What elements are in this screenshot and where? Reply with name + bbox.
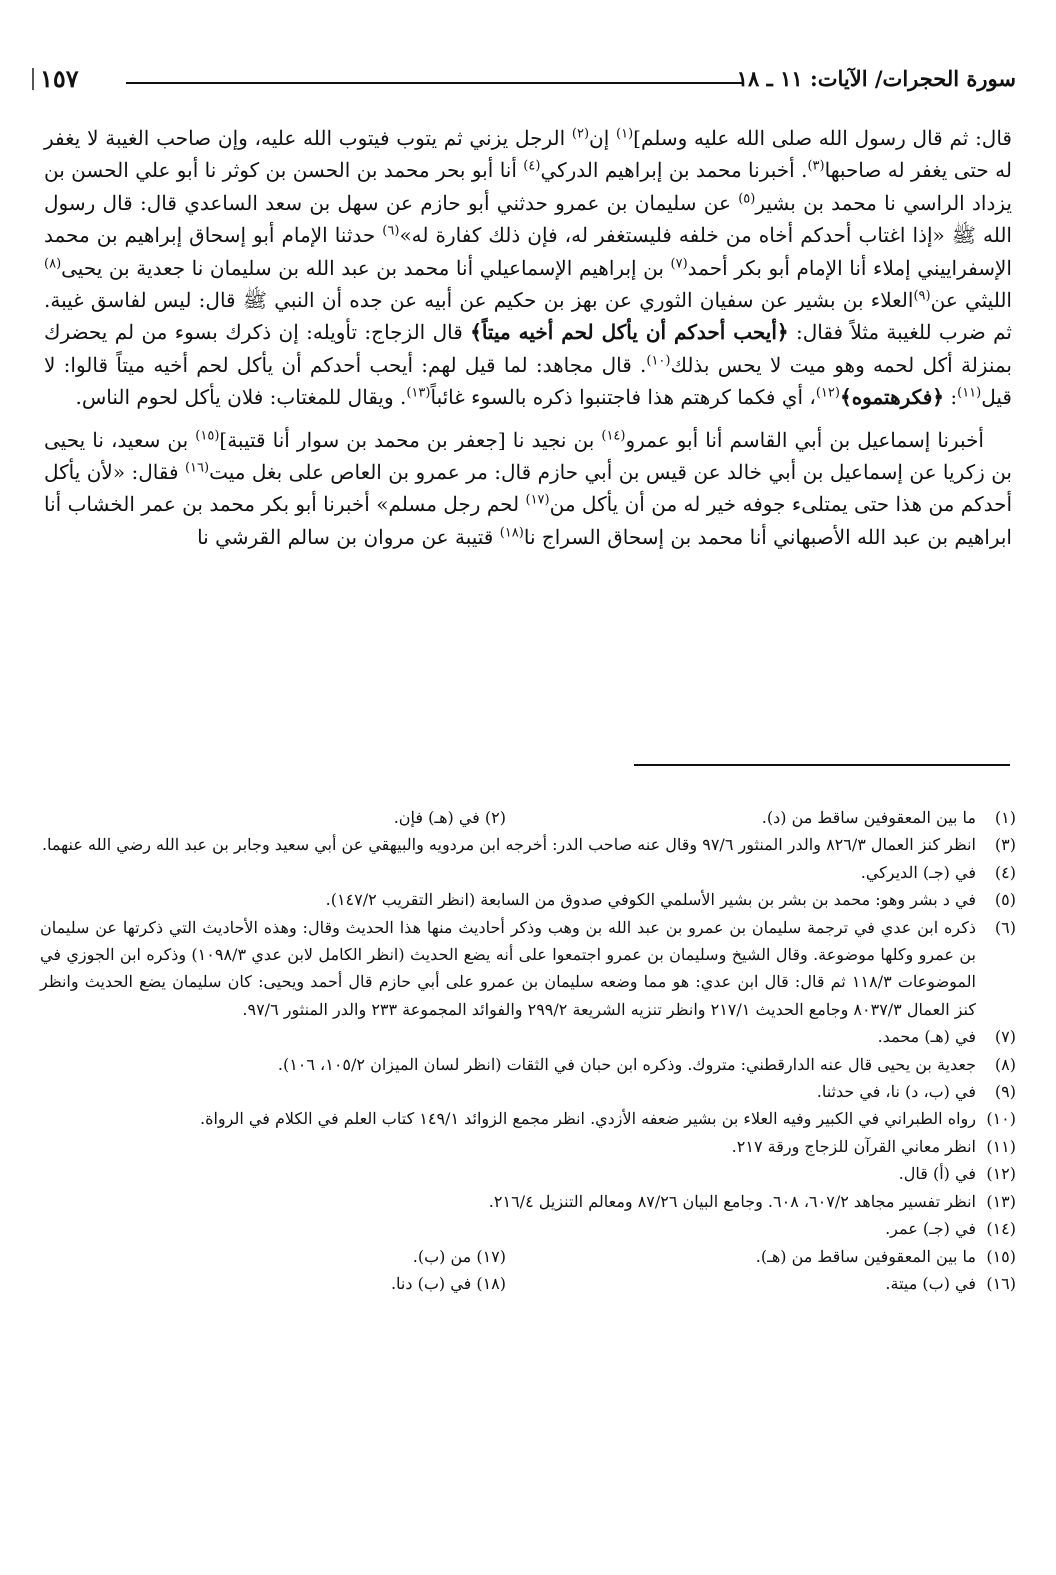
footnote-ref-4: (٤) [523, 158, 541, 174]
footnote-number: (١٠) [986, 1109, 1016, 1129]
footnote-number: (١٤) [986, 1219, 1016, 1239]
footnote-15 [506, 1243, 1016, 1270]
footnote-row [40, 804, 1016, 831]
text-run: قال: ثم قال رسول الله صلى الله عليه وسلم] [633, 126, 1012, 150]
footnote-ref-5: (٥) [738, 191, 756, 207]
text-run: بن سعيد، نا يحيى بن زكريا عن إسماعيل بن أبي خالد عن قيس بن أبي حازم قال: مر عمرو بن العاص على بغل ميت [44, 427, 1012, 485]
footnote-ref-17: (١٧) [525, 492, 550, 508]
footnotes [40, 804, 1016, 1297]
footnote-10 [40, 1105, 1016, 1132]
text-run: بن إبراهيم الإسماعيلي أنا محمد بن عبد الله بن سليمان نا جعدية بن يحيى [61, 255, 671, 280]
quran-quote: ﴿فكرهتموه﴾ [839, 385, 945, 410]
text-run: أنا أبو بحر محمد بن الحسن بن كوثر نا أبو علي الحسن بن يزداد الراسي نا محمد بن بشير [44, 158, 1012, 215]
footnote-text: انظر معاني القرآن للزجاج ورقة ٢١٧. [731, 1136, 976, 1156]
footnote-number: (٥) [994, 890, 1016, 910]
footnote-ref-12: (١٢) [815, 385, 840, 401]
text-run: الليثي عن [930, 288, 1012, 313]
page-number: ١٥٧ [40, 64, 79, 93]
footnote-number: (١٧) [476, 1246, 506, 1266]
footnote-13 [40, 1188, 1016, 1215]
footnote-5 [40, 886, 1016, 913]
footnote-ref-9: (٩) [913, 288, 931, 304]
footnote-ref-2: (٢) [571, 126, 590, 142]
quran-quote: ﴿أيحب أحدكم أن يأكل لحم أخيه ميتاً﴾ [470, 320, 789, 345]
footnote-number: (٦) [994, 917, 1016, 937]
footnote-number: (٢) [484, 808, 506, 827]
footnote-row [40, 1270, 1016, 1297]
footnote-text: في (هـ) محمد. [877, 1027, 976, 1047]
footnote-row [40, 1243, 1016, 1270]
footnote-ref-7: (٧) [670, 255, 688, 271]
footnote-text: في (ب، د) نا، في حدثنا. [816, 1082, 976, 1102]
footnote-text: ما بين المعقوفين ساقط من (د). [761, 808, 976, 827]
main-text [44, 122, 1012, 553]
running-title: سورة الحجرات/ الآيات: ١١ ـ ١٨ [736, 66, 1016, 91]
footnote-number: (٤) [994, 862, 1016, 882]
footnote-number: (٩) [994, 1082, 1016, 1102]
text-run: أخبرنا إسماعيل بن أبي القاسم أنا أبو عمرو [625, 427, 984, 452]
footnote-14 [40, 1215, 1016, 1242]
footnote-text: ذكره ابن عدي في ترجمة سليمان بن عمرو بن عبد الله بن وهب وذكر أحاديث منها هذا الحديث وقال: وهذه الأحاديث التي ذكرتها عن سليمان بن عمرو وكلها موضوعة. وقال الشيخ وسليمان بن عمرو اجتمعوا على أنه يضع الحديث (انظر الكامل لابن عدي ١٠٩٨/٣) وذكره ابن الجوزي في الموضوعات ١١٨/٣ ثم قال: قال ابن عدي: هو مما وضعه سليمان بن عمرو على أبي حازم قال أحمد ويحيى: كان سليمان يضع الحديث وانظر كنز العمال ٨٠٣٧/٣ وجامع الحديث ٢١٧/١ وانظر تنزيه الشريعة ٢٩٩/٢ والفوائد المجموعة ٢٣٣ والدر المنثور ٩٧/٦. [40, 917, 976, 1019]
footnote-text: في (أ) قال. [898, 1164, 976, 1184]
text-run: . ويقال للمغتاب: فلان يأكل لحوم الناس. [75, 385, 407, 410]
footnote-7 [40, 1023, 1016, 1050]
footnote-text: في د بشر وهو: محمد بن بشر بن بشير الأسلمي الكوفي صدوق من السابعة (انظر التقريب ١٤٧/٢). [325, 890, 976, 910]
footnote-ref-14: (١٤) [601, 428, 626, 443]
text-run: الرجل يزني ثم يتوب فيتوب الله عليه، وإن صاحب الغيبة لا يغفر له حتى يغفر له صاحبها [44, 126, 1012, 183]
text-run: . قال مجاهد: لما قيل لهم: أيحب أحدكم أن يأكل لحم أخيه ميتاً قالوا: لا قيل [44, 352, 1012, 410]
footnote-11 [40, 1133, 1016, 1160]
paragraph-2 [44, 424, 1012, 554]
paragraph-1 [44, 122, 1012, 414]
footnote-1 [506, 804, 1016, 831]
header-rule [126, 82, 742, 84]
footnote-number: (٧) [994, 1027, 1016, 1047]
text-run: لحم رجل مسلم» أخبرنا أبو بكر محمد بن عمر الخشاب أنا ابراهيم بن عبد الله الأصبهاني أنا محمد بن إسحاق السراج نا [44, 492, 1012, 549]
text-run: قال الزجاج: تأويله: إن ذكرك بسوء من لم يحضرك بمنزلة أكل لحمه وهو ميت لا يحس بذلك [44, 320, 1012, 377]
footnote-9 [40, 1078, 1016, 1105]
footnote-16 [506, 1270, 1016, 1297]
text-run: فقال: «لأن يأكل أحدكم من هذا حتى يمتلىء جوفه خير له من أن يأكل من [44, 460, 1013, 517]
footnote-ref-18: (١٨) [499, 525, 524, 541]
footnote-12 [40, 1160, 1016, 1187]
footnote-number: (٨) [994, 1054, 1016, 1074]
text-run: إن [589, 126, 616, 150]
footnote-number: (٣) [994, 835, 1016, 855]
footnote-18 [206, 1270, 506, 1297]
footnote-ref-3: (٣) [807, 158, 825, 174]
text-run: العلاء بن بشير عن سفيان الثوري عن بهز بن حكيم عن أبيه عن جده أن النبي ﷺ قال: ليس لفاسق غيبة. ثم ضرب للغيبة مثلاً فقال: [44, 288, 1012, 345]
text-run: . أخبرنا محمد بن إبراهيم الدركي [540, 158, 808, 183]
text-run: ، أي فكما كرهتم هذا فاجتنبوا ذكره بالسوء غائباً [430, 385, 816, 410]
footnote-ref-11: (١١) [957, 385, 982, 401]
footnote-text: انظر تفسير مجاهد ٦٠٧/٢، ٦٠٨. وجامع البيان ٨٧/٢٦ ومعالم التنزيل ٢١٦/٤. [488, 1191, 976, 1211]
footnote-text: في (هـ) فإن. [393, 808, 480, 827]
footnote-8 [40, 1051, 1016, 1078]
footnote-6 [40, 914, 1016, 1024]
text-run: عن سليمان بن عمرو حدثني أبو حازم عن سهل بن سعد الساعدي قال: قال رسول الله ﷺ «إذا اغتاب أحدكم أخاه من خلفه فليستغفر له، فإن ذلك كفارة له» [44, 190, 1012, 248]
footnote-number: (١٥) [986, 1246, 1016, 1266]
footnote-text: انظر كنز العمال ٨٢٦/٣ والدر المنثور ٩٧/٦ وقال عنه صاحب الدر: أخرجه ابن مردويه والبيهقي عن أبي سعيد وجابر بن عبد الله رضي الله عنهما. [41, 835, 976, 855]
margin-mark [32, 68, 34, 90]
footnote-text: في (ب) ميتة. [885, 1273, 976, 1293]
footnote-number: (١١) [986, 1136, 1016, 1156]
footnote-2 [206, 804, 506, 831]
footnote-ref-10: (١٠) [646, 353, 671, 369]
footnote-number: (١٦) [986, 1273, 1016, 1293]
text-run: : [944, 385, 958, 410]
text-run: حدثنا الإمام أبو إسحاق إبراهيم بن محمد الإسفراييني إملاء أنا الإمام أبو بكر أحمد [44, 223, 1012, 280]
footnote-text: رواه الطبراني في الكبير وفيه العلاء بن بشير ضعفه الأزدي. انظر مجمع الزوائد ١٤٩/١ كتاب العلم في الكلام في الرواة. [200, 1109, 976, 1129]
footnote-text: في (جـ) عمر. [885, 1219, 976, 1239]
footnote-ref-8: (٨) [44, 255, 62, 271]
footnotes-separator [634, 764, 1010, 766]
footnote-text: في (ب) دنا. [390, 1273, 472, 1293]
footnote-text: جعدية بن يحيى قال عنه الدارقطني: متروك. وذكره ابن حبان في الثقات (انظر لسان الميزان ١٠٥/٢، ١٠٦). [277, 1054, 976, 1074]
footnote-number: (١٢) [986, 1164, 1016, 1184]
footnote-number: (١) [994, 808, 1016, 827]
footnote-ref-13: (١٣) [406, 385, 431, 401]
footnote-ref-15: (١٥) [195, 428, 220, 443]
footnote-text: ما بين المعقوفين ساقط من (هـ). [755, 1246, 976, 1266]
footnote-ref-1: (١) [616, 126, 634, 142]
footnote-4 [40, 859, 1016, 886]
footnote-number: (١٨) [476, 1273, 506, 1293]
text-run: قتيبة عن مروان بن سالم القرشي نا [197, 524, 500, 549]
footnote-17 [206, 1243, 506, 1270]
text-run: بن نجيد نا [جعفر بن محمد بن سوار أنا قتيبة] [219, 427, 602, 452]
footnote-text: من (ب). [412, 1246, 472, 1266]
footnote-ref-6: (٦) [382, 223, 400, 239]
footnote-3 [40, 831, 1016, 858]
footnote-text: في (جـ) الديركي. [860, 862, 976, 882]
page-header [40, 60, 1016, 100]
footnote-number: (١٣) [986, 1191, 1016, 1211]
footnote-ref-16: (١٦) [184, 460, 210, 476]
